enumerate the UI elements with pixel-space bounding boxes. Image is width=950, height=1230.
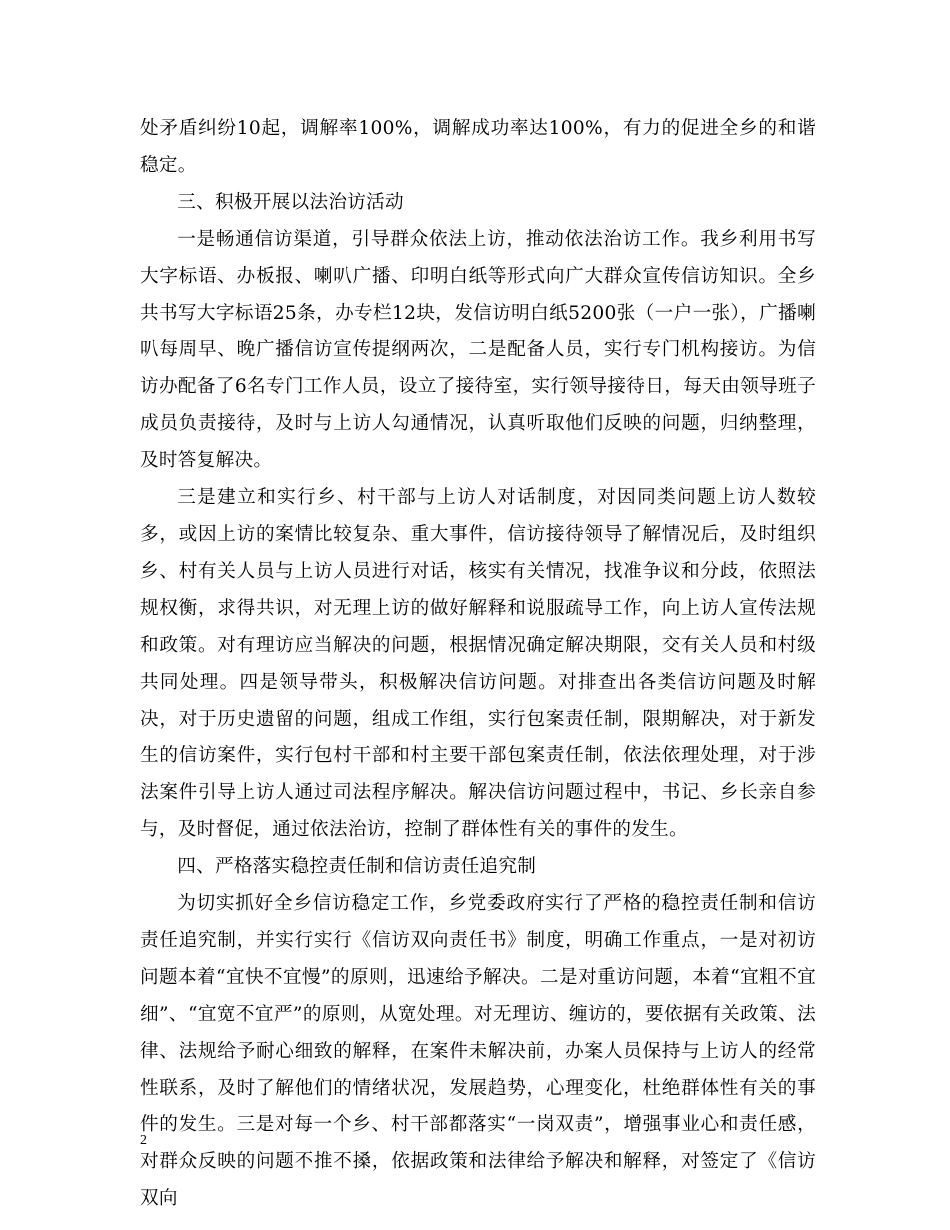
paragraph-responsibility-system: 为切实抓好全乡信访稳定工作，乡党委政府实行了严格的稳控责任制和信访责任追究制，并实行实行《信访双向责任书》制度，明确工作重点，一是对初访问题本着“宜快不宜慢”的原则，迅速给予解决。二是对重访问题，本着“宜粗不宜细”、“宜宽不宜严”的原则，从宽处理。对无理访、缠访的，要依据有关政策、法律、法规给予耐心细致的解释，在案件未解决前，办案人员保持与上访人的经常性联系，及时了解他们的情绪状况，发展趋势，心理变化，杜绝群体性有关的事件的发生。三是对每一个乡、村干部都落实“一岗双责”，增强事业心和责任感，对群众反映的问题不推不搡，依据政策和法律给予解决和解释，对签定了《信访双向	[140, 893, 816, 1210]
paragraph-continuation: 处矛盾纠纷10起，调解率100%，调解成功率达100%，有力的促进全乡的和谐稳定。	[140, 118, 816, 176]
paragraph-dialogue-system: 三是建立和实行乡、村干部与上访人对话制度，对因同类问题上访人数较多，或因上访的案情比较复杂、重大事件，信访接待领导了解情况后，及时组织乡、村有关人员与上访人员进行对话，核实有关情况，找准争议和分歧，依照法规权衡，求得共识，对无理上访的做好解释和说服疏导工作，向上访人宣传法规和政策。对有理访应当解决的问题，根据情况确定解决期限，交有关人员和村级共同处理。四是领导带头，积极解决信访问题。对排查出各类信访问题及时解决，对于历史遗留的问题，组成工作组，实行包案责任制，限期解决，对于新发生的信访案件，实行包村干部和村主要干部包案责任制，依法依理处理，对于涉法案件引导上访人通过司法程序解决。解决信访问题过程中，书记、乡长亲自参与，及时督促，通过依法治访，控制了群体性有关的事件的发生。	[140, 487, 816, 841]
section-heading-3: 三、积极开展以法治访活动	[177, 191, 404, 213]
section-heading-4: 四、严格落实稳控责任制和信访责任追究制	[177, 856, 537, 878]
document-body	[140, 111, 816, 1218]
page-number: 2	[140, 1133, 147, 1148]
paragraph-petition-channels: 一是畅通信访渠道，引导群众依法上访，推动依法治访工作。我乡利用书写大字标语、办板报、喇叭广播、印明白纸等形式向广大群众宣传信访知识。全乡共书写大字标语25条，办专栏12块，发信访明白纸5200张（一户一张），广播喇叭每周早、晚广播信访宣传提纲两次，二是配备人员，实行专门机构接访。为信访办配备了6名专门工作人员，设立了接待室，实行领导接待日，每天由领导班子成员负责接待，及时与上访人勾通情况，认真听取他们反映的问题，归纳整理，及时答复解决。	[140, 228, 816, 472]
